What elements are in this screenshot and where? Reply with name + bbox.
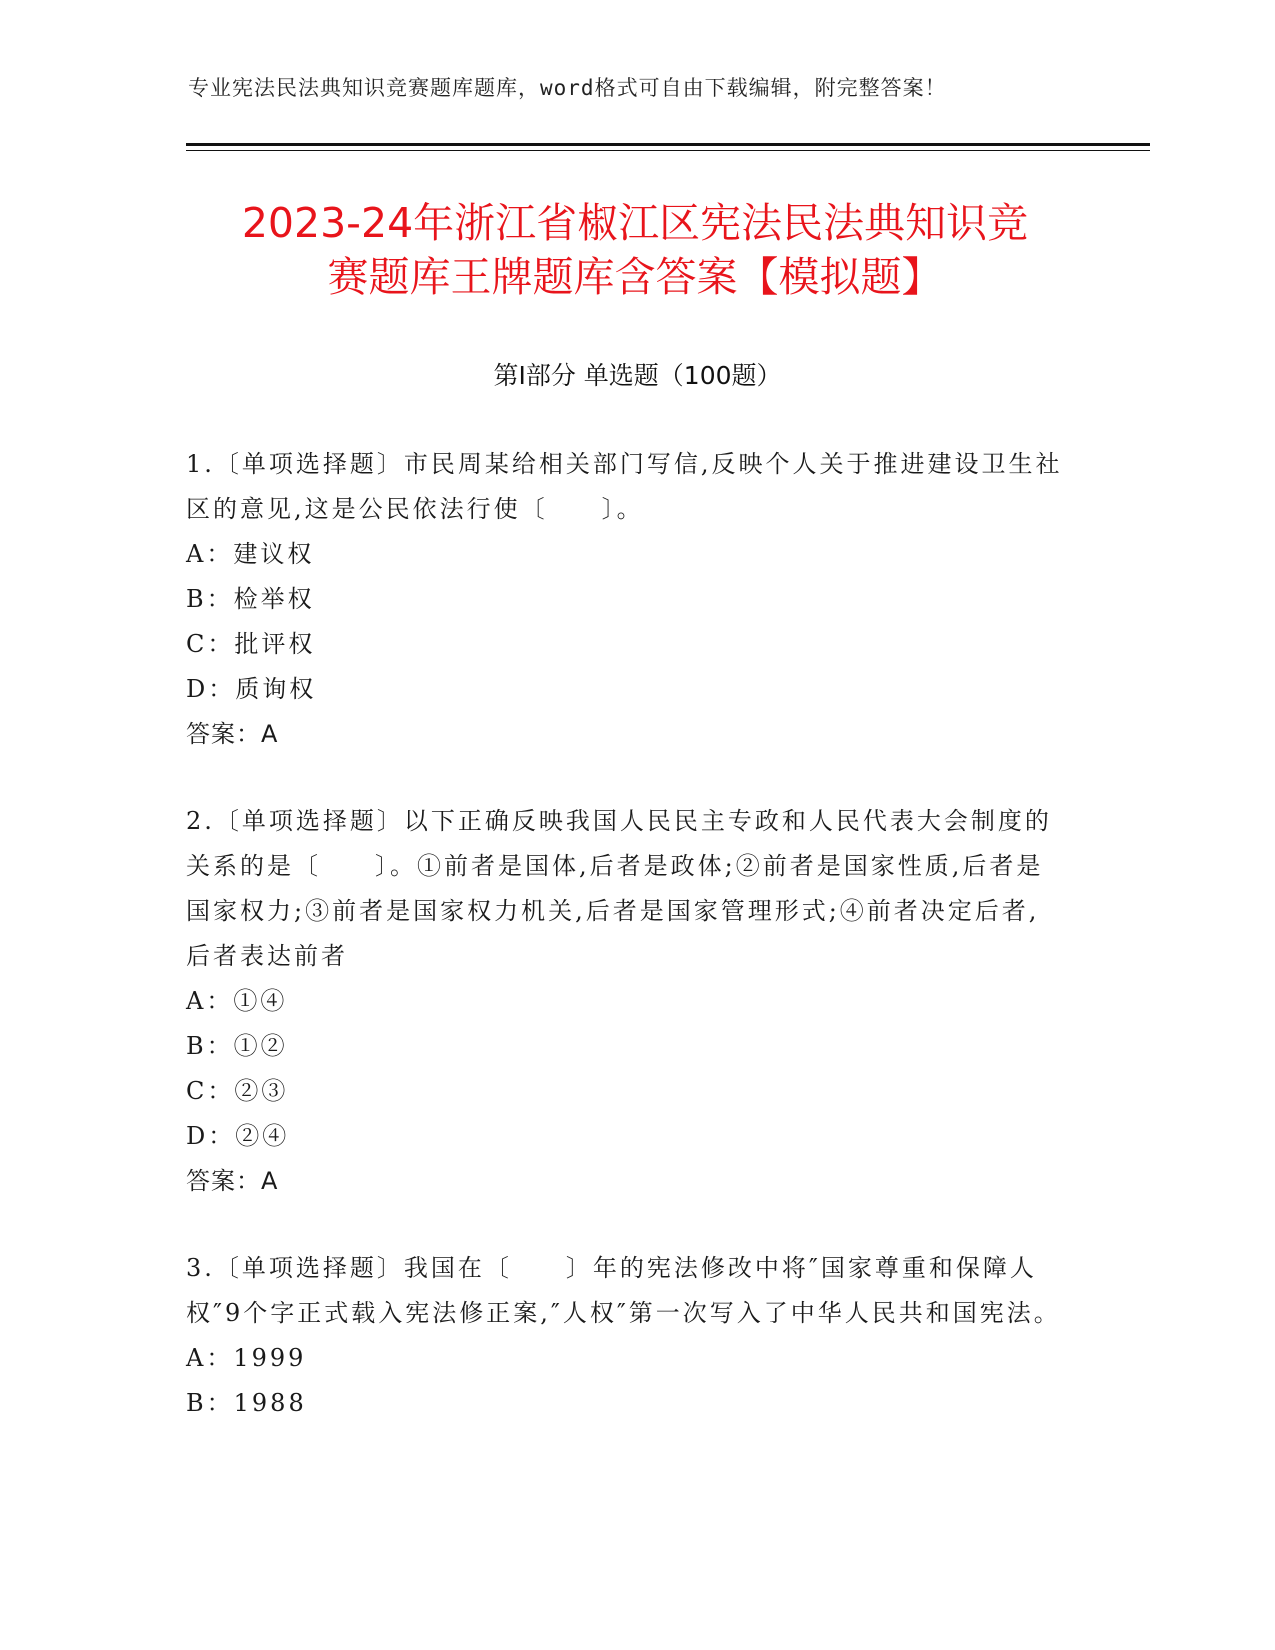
question-1 [186, 442, 1066, 757]
question-3 [186, 1246, 1066, 1426]
answer: 答案：A [186, 1167, 279, 1195]
option-a: A：建议权 [186, 540, 315, 568]
section-heading: 第I部分 单选题（100题） [493, 361, 782, 390]
option-d: D：质询权 [186, 675, 317, 703]
option-a: A：①④ [186, 987, 288, 1015]
answer: 答案：A [186, 720, 279, 748]
option-b: B：1988 [186, 1389, 307, 1417]
option-b: B：①② [186, 1032, 288, 1060]
option-c: C：批评权 [186, 630, 316, 658]
option-a: A：1999 [186, 1344, 307, 1372]
title-line-2: 赛题库王牌题库含答案【模拟题】 [327, 253, 943, 301]
question-2 [186, 799, 1066, 1204]
option-c: C：②③ [186, 1077, 289, 1105]
question-stem: 1.〔单项选择题〕市民周某给相关部门写信,反映个人关于推进建设卫生社区的意见,这是公民依法行使〔 〕。 [186, 450, 1063, 523]
document-title [160, 196, 1110, 304]
header-rule-thin [186, 150, 1150, 151]
title-line-1: 2023-24年浙江省椒江区宪法民法典知识竞 [241, 199, 1029, 247]
option-d: D：②④ [186, 1122, 290, 1150]
question-list [186, 442, 1066, 1468]
question-stem: 3.〔单项选择题〕我国在〔 〕年的宪法修改中将″国家尊重和保障人权″9个字正式载入宪法修正案,″人权″第一次写入了中华人民共和国宪法。 [186, 1254, 1061, 1327]
option-b: B：检举权 [186, 585, 315, 613]
header-rule-thick [186, 143, 1150, 146]
header-note: 专业宪法民法典知识竞赛题库题库，word格式可自由下载编辑，附完整答案！ [188, 76, 947, 100]
question-stem: 2.〔单项选择题〕以下正确反映我国人民民主专政和人民代表大会制度的关系的是〔 〕。①前者是国体,后者是政体;②前者是国家性质,后者是国家权力;③前者是国家权力机关,后者是国家管理形式;④前者决定后者,后者表达前者 [186, 807, 1052, 970]
